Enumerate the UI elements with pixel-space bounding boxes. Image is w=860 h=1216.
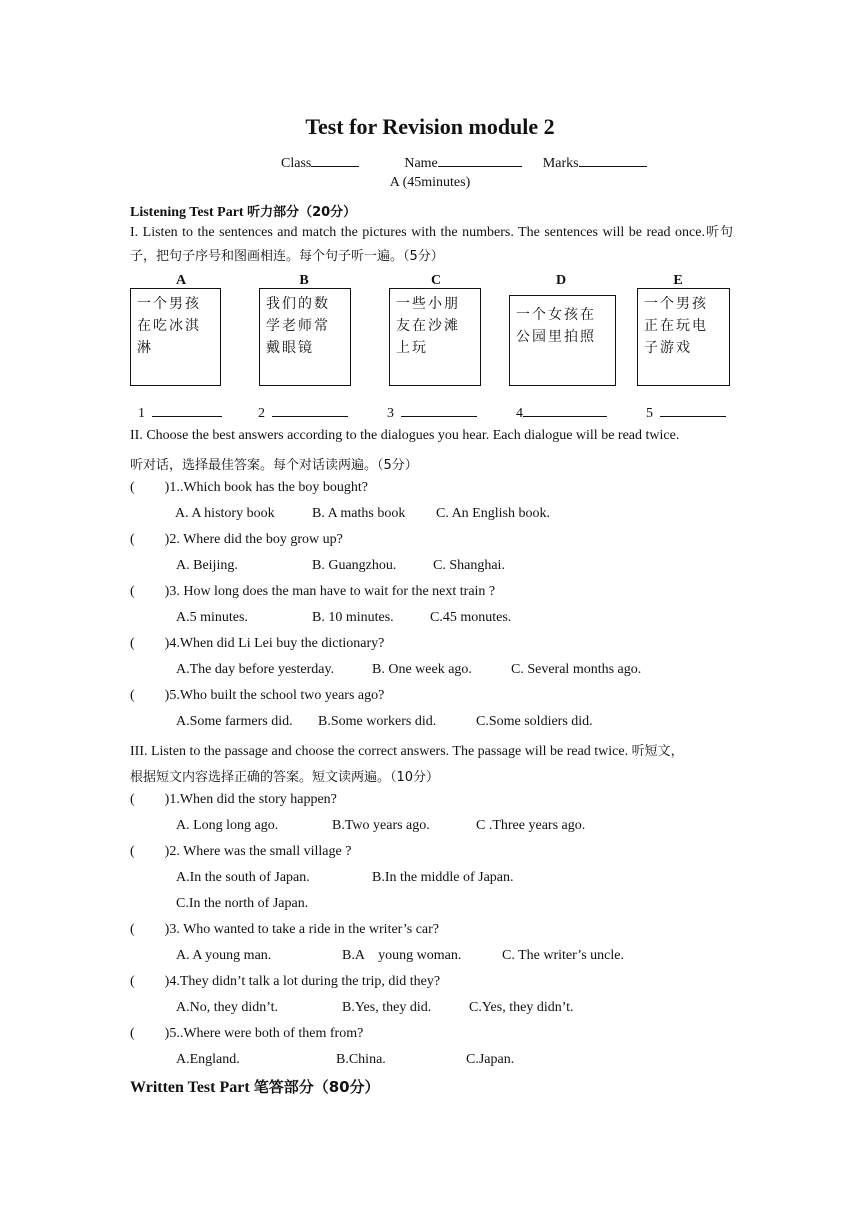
student-info-row — [281, 152, 647, 172]
page-title: Test for Revision module 2 — [305, 114, 555, 139]
box-label-a: A — [175, 273, 187, 288]
box-label-c: C — [430, 273, 442, 288]
answer-line-2 — [272, 402, 348, 417]
name-blank — [438, 152, 522, 167]
s2-q4-text: )4.When did Li Lei buy the dictionary? — [164, 636, 385, 651]
class-blank — [311, 152, 359, 167]
section1-instruction — [130, 221, 733, 269]
picture-box-d: 一个女孩在公园里拍照 — [509, 295, 616, 386]
s2-q2-option-a: A. Beijing. — [176, 558, 238, 573]
section3-instruction-cn-2: 根据短文内容选择正确的答案。短文读两遍。（10分） — [130, 770, 440, 785]
s3-q5-option-b: B.China. — [336, 1052, 386, 1067]
section3-instruction-en: III. Listen to the passage and choose the correct answers. The passage will be read twice. — [130, 744, 632, 759]
s3-q2-text: )2. Where was the small village ? — [164, 844, 352, 859]
picture-box-e: 一个男孩正在玩电子游戏 — [637, 288, 730, 386]
s2-question-4: ( )4.When did Li Lei buy the dictionary? — [130, 636, 385, 651]
s3-q1-option-b: B.Two years ago. — [332, 818, 430, 833]
s3-q5-option-c: C.Japan. — [466, 1052, 515, 1067]
s3-q4-option-c: C.Yes, they didn’t. — [469, 1000, 574, 1015]
s3-q1-option-a: A. Long long ago. — [176, 818, 279, 833]
s2-q5-option-c: C.Some soldiers did. — [476, 714, 593, 729]
s3-question-1: ( )1.When did the story happen? — [130, 792, 337, 807]
s2-q3-option-a: A.5 minutes. — [176, 610, 248, 625]
test-subtitle: A (45minutes) — [389, 175, 471, 190]
answer-blank-4 — [516, 402, 607, 422]
picture-box-b: 我们的数学老师常戴眼镜 — [259, 288, 351, 386]
s3-q1-option-c: C .Three years ago. — [476, 818, 586, 833]
s2-q5-option-a: A.Some farmers did. — [176, 714, 293, 729]
s2-q2-option-c: C. Shanghai. — [433, 558, 505, 573]
section2-instruction-cn: 听对话，选择最佳答案。每个对话读两遍。（5分） — [130, 458, 418, 473]
section1-instruction-en: I. Listen to the sentences and match the pictures with the numbers. The sentences will be read once. — [130, 225, 705, 240]
written-heading-cn: 笔答部分（80分） — [253, 1078, 380, 1096]
answer-line-5 — [660, 402, 726, 417]
s3-q5-option-a: A.England. — [176, 1052, 240, 1067]
s3-question-2: ( )2. Where was the small village ? — [130, 844, 352, 859]
answer-number-2: 2 — [258, 406, 265, 421]
s2-q1-option-b: B. A maths book — [312, 506, 406, 521]
answer-number-4: 4 — [516, 406, 523, 421]
s2-q3-text: )3. How long does the man have to wait for the next train ? — [164, 584, 496, 599]
s3-question-5: ( )5..Where were both of them from? — [130, 1026, 364, 1041]
s3-q4-text: )4.They didn’t talk a lot during the trip, did they? — [164, 974, 441, 989]
s2-question-1: ( )1..Which book has the boy bought? — [130, 480, 369, 495]
section2-instruction-en: II. Choose the best answers according to the dialogues you hear. Each dialogue will be read twice. — [130, 428, 680, 443]
name-label: Name — [404, 156, 438, 171]
answer-line-1 — [152, 402, 222, 417]
answer-line-4 — [523, 402, 607, 417]
s2-q5-option-b: B.Some workers did. — [318, 714, 437, 729]
listening-heading-cn: 听力部分（20分） — [247, 205, 357, 220]
s2-q5-text: )5.Who built the school two years ago? — [164, 688, 385, 703]
s2-question-5: ( )5.Who built the school two years ago? — [130, 688, 385, 703]
s2-q4-option-b: B. One week ago. — [372, 662, 472, 677]
s3-q2-option-c: C.In the north of Japan. — [176, 896, 309, 911]
class-label: Class — [281, 156, 312, 171]
section3-instruction-line1 — [130, 740, 684, 760]
s3-q3-option-b: B.A young woman. — [342, 948, 462, 963]
answer-line-3 — [401, 402, 477, 417]
s3-q3-option-a: A. A young man. — [176, 948, 272, 963]
marks-blank — [579, 152, 647, 167]
written-heading-en: Written Test Part — [130, 1079, 254, 1096]
section1-instruction-cn: 听句子，把句子序号和图画相连。每个句子听一遍。（5分） — [130, 225, 733, 264]
answer-number-3: 3 — [387, 406, 394, 421]
s2-q1-option-c: C. An English book. — [436, 506, 550, 521]
s3-q2-option-a: A.In the south of Japan. — [176, 870, 310, 885]
s3-question-4: ( )4.They didn’t talk a lot during the trip, did they? — [130, 974, 441, 989]
answer-blank-2 — [258, 402, 348, 422]
box-label-b: B — [299, 273, 309, 288]
answer-number-5: 5 — [646, 406, 653, 421]
s3-question-3: ( )3. Who wanted to take a ride in the writer’s car? — [130, 922, 439, 937]
s2-q3-option-c: C.45 monutes. — [430, 610, 512, 625]
s2-question-3: ( )3. How long does the man have to wait for the next train ? — [130, 584, 496, 599]
s2-q2-text: )2. Where did the boy grow up? — [164, 532, 343, 547]
box-label-d: D — [555, 273, 567, 288]
s3-q5-text: )5..Where were both of them from? — [164, 1026, 364, 1041]
answer-blank-3 — [387, 402, 477, 422]
s2-q1-option-a: A. A history book — [175, 506, 275, 521]
s2-q4-option-c: C. Several months ago. — [511, 662, 642, 677]
s2-q2-option-b: B. Guangzhou. — [312, 558, 397, 573]
listening-heading-en: Listening Test Part — [130, 205, 248, 220]
s2-question-2: ( )2. Where did the boy grow up? — [130, 532, 343, 547]
s3-q4-option-b: B.Yes, they did. — [342, 1000, 432, 1015]
s3-q3-option-c: C. The writer’s uncle. — [502, 948, 624, 963]
s3-q2-option-b: B.In the middle of Japan. — [372, 870, 514, 885]
s3-q3-text: )3. Who wanted to take a ride in the writer’s car? — [164, 922, 439, 937]
listening-part-heading — [130, 201, 356, 221]
s3-q4-option-a: A.No, they didn’t. — [176, 1000, 279, 1015]
s2-q1-text: )1..Which book has the boy bought? — [164, 480, 369, 495]
marks-label: Marks — [542, 156, 579, 171]
answer-number-1: 1 — [138, 406, 145, 421]
s3-q1-text: )1.When did the story happen? — [164, 792, 337, 807]
written-part-heading — [130, 1076, 380, 1097]
answer-blank-1 — [138, 402, 222, 422]
s2-q3-option-b: B. 10 minutes. — [312, 610, 394, 625]
s2-q4-option-a: A.The day before yesterday. — [176, 662, 335, 677]
box-label-e: E — [673, 273, 683, 288]
section3-instruction-cn-1: 听短文， — [631, 744, 684, 759]
answer-blank-5 — [646, 402, 726, 422]
picture-box-c: 一些小朋友在沙滩上玩 — [389, 288, 481, 386]
picture-box-a: 一个男孩在吃冰淇淋 — [130, 288, 221, 386]
